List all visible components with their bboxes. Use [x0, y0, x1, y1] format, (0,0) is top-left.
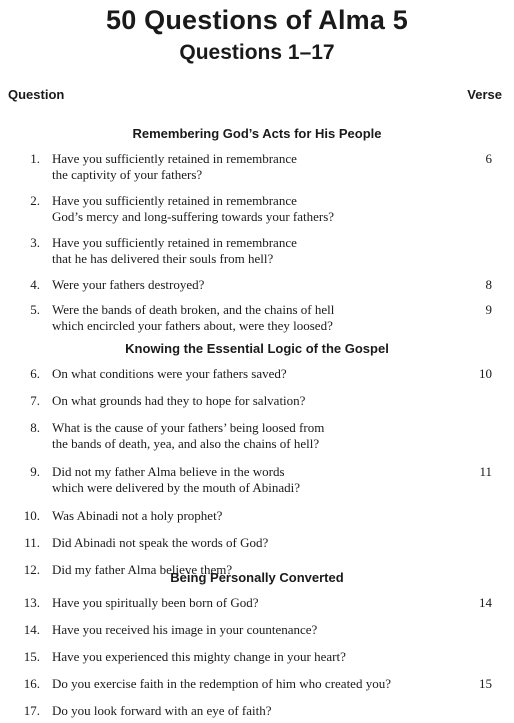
question-number: 14. — [23, 622, 40, 637]
section-heading: Remembering God’s Acts for His People — [132, 126, 382, 141]
verse-number: 6 — [485, 151, 492, 166]
question-line: which encircled your fathers about, were they loosed? — [52, 318, 333, 333]
verse-number: 14 — [479, 595, 492, 610]
question-text — [52, 193, 452, 225]
question-text — [52, 420, 452, 452]
question-number: 3. — [30, 235, 40, 250]
verse-number: 9 — [485, 302, 492, 317]
question-line: Were the bands of death broken, and the chains of hell — [52, 302, 335, 317]
question-text — [52, 235, 452, 267]
question-number: 9. — [30, 464, 40, 479]
question-text — [52, 676, 452, 692]
question-text — [52, 393, 452, 409]
verse-number: 15 — [479, 676, 492, 691]
question-text — [52, 508, 452, 524]
question-number: 16. — [23, 676, 40, 691]
page-title: 50 Questions of Alma 5 — [106, 5, 408, 35]
question-line: Have you received his image in your countenance? — [52, 622, 318, 637]
question-line: Have you spiritually been born of God? — [52, 595, 259, 610]
question-line: Do you exercise faith in the redemption of him who created you? — [52, 676, 391, 691]
question-line: Have you experienced this mighty change in your heart? — [52, 649, 346, 664]
question-text — [52, 151, 452, 183]
question-text — [52, 277, 452, 293]
question-line: Did Abinadi not speak the words of God? — [52, 535, 269, 550]
question-line: On what conditions were your fathers saved? — [52, 366, 287, 381]
question-number: 12. — [23, 562, 40, 577]
verse-number: 11 — [479, 464, 492, 479]
question-line: Did my father Alma believe them? — [52, 562, 233, 577]
section-heading: Knowing the Essential Logic of the Gospel — [125, 341, 389, 356]
question-text — [52, 464, 452, 496]
question-line: On what grounds had they to hope for salvation? — [52, 393, 306, 408]
question-text — [52, 703, 452, 719]
question-line: Was Abinadi not a holy prophet? — [52, 508, 223, 523]
question-number: 13. — [23, 595, 40, 610]
question-number: 10. — [23, 508, 40, 523]
page-subtitle: Questions 1–17 — [179, 41, 335, 64]
question-line: What is the cause of your fathers’ being loosed from — [52, 420, 325, 435]
verse-number: 8 — [485, 277, 492, 292]
question-number: 8. — [30, 420, 40, 435]
question-number: 6. — [30, 366, 40, 381]
question-number: 4. — [30, 277, 40, 292]
question-line: which were delivered by the mouth of Abinadi? — [52, 480, 301, 495]
section-heading: Being Personally Converted — [170, 570, 344, 585]
question-number: 2. — [30, 193, 40, 208]
question-number: 5. — [30, 302, 40, 317]
question-text — [52, 595, 452, 611]
question-text — [52, 622, 452, 638]
column-header-verse: Verse — [467, 87, 502, 102]
verse-number: 10 — [479, 366, 492, 381]
question-line: the bands of death, yea, and also the chains of hell? — [52, 436, 320, 451]
question-line: that he has delivered their souls from hell? — [52, 251, 274, 266]
question-number: 7. — [30, 393, 40, 408]
question-line: Do you look forward with an eye of faith? — [52, 703, 272, 718]
question-line: Have you sufficiently retained in remembrance — [52, 193, 297, 208]
column-header-question: Question — [8, 87, 65, 102]
question-line: Were your fathers destroyed? — [52, 277, 205, 292]
question-number: 11. — [24, 535, 40, 550]
question-line: the captivity of your fathers? — [52, 167, 203, 182]
question-number: 1. — [30, 151, 40, 166]
question-line: Have you sufficiently retained in remembrance — [52, 151, 297, 166]
question-number: 17. — [23, 703, 40, 718]
question-text — [52, 535, 452, 551]
question-number: 15. — [23, 649, 40, 664]
question-line: God’s mercy and long-suffering towards your fathers? — [52, 209, 335, 224]
question-text — [52, 366, 452, 382]
question-line: Did not my father Alma believe in the words — [52, 464, 285, 479]
question-text — [52, 302, 452, 334]
question-line: Have you sufficiently retained in remembrance — [52, 235, 297, 250]
question-text — [52, 649, 452, 665]
